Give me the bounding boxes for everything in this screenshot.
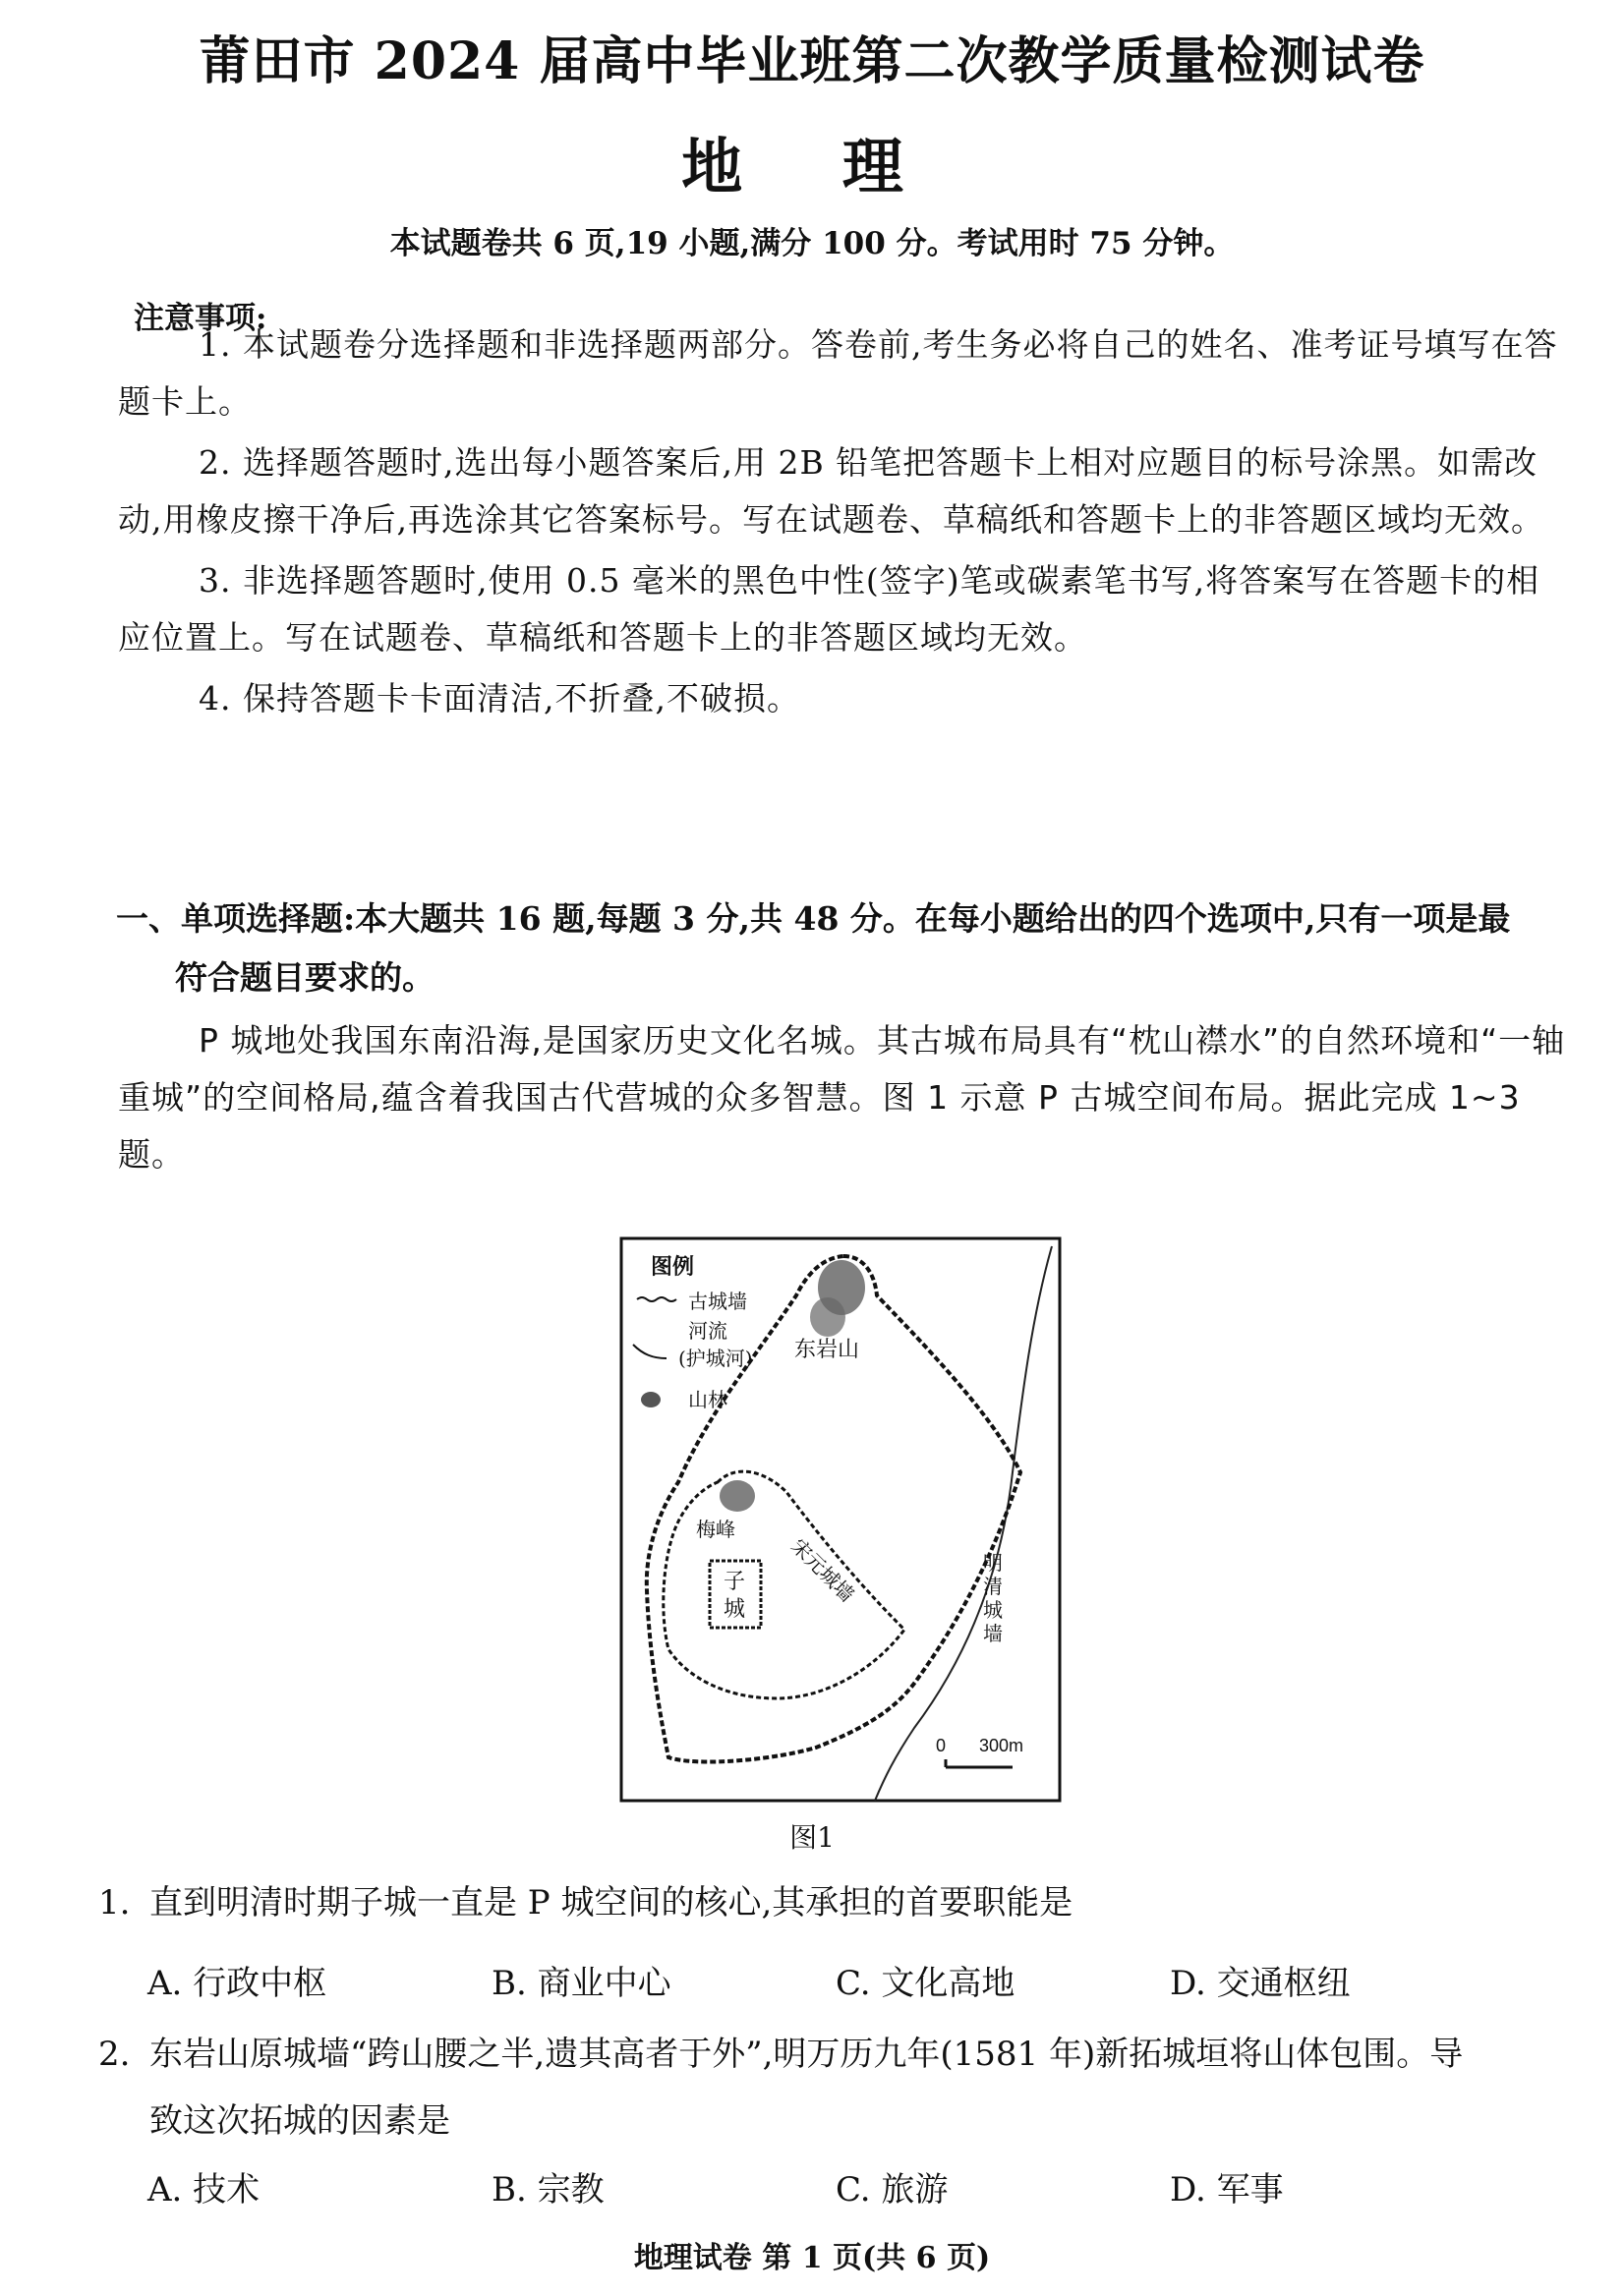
option-a: A. 技术 xyxy=(147,2170,261,2210)
notice-item: 1. 本试题卷分选择题和非选择题两部分。答卷前,考生务必将自己的姓名、准考证号填写在答题卡上。 xyxy=(118,325,1558,421)
section-heading-line1: 一、单项选择题:本大题共 16 题,每题 3 分,共 48 分。在每小题给出的四个选项中,只有一项是最 xyxy=(116,899,1511,938)
notice-item: 4. 保持答题卡卡面清洁,不折叠,不破损。 xyxy=(199,679,800,718)
scale-zero: 0 xyxy=(936,1736,947,1755)
legend-wall-label: 古城墙 xyxy=(688,1290,747,1313)
question-stem: P 城地处我国东南沿海,是国家历史文化名城。其古城布局具有“枕山襟水”的自然环境和“一轴重城”的空间格局,蕴含着我国古代营城的众多智慧。图 1 示意 P 古城空间布局。据此完成 1~3 题。 xyxy=(118,1021,1566,1174)
scale-distance: 300m xyxy=(979,1736,1024,1755)
option-d: D. 交通枢纽 xyxy=(1170,1964,1351,2003)
option-d: D. 军事 xyxy=(1170,2170,1284,2210)
option-c: C. 旅游 xyxy=(836,2170,949,2210)
exam-title: 莆田市 2024 届高中毕业班第二次教学质量检测试卷 xyxy=(199,31,1425,91)
label-song-yuan: 宋元城墙 xyxy=(786,1533,859,1607)
notice-item: 2. 选择题答题时,选出每小题答案后,用 2B 铅笔把答题卡上相对应题目的标号涂黑。如需改动,用橡皮擦干净后,再选涂其它答案标号。写在试题卷、草稿纸和答题卡上的非答题区域均无效。 xyxy=(118,443,1544,539)
legend-title: 图例 xyxy=(651,1254,695,1280)
notice-list xyxy=(118,316,1573,731)
question-number: 2. xyxy=(98,2035,131,2074)
option-b: B. 商业中心 xyxy=(492,1964,671,2003)
question-number: 1. xyxy=(98,1883,131,1923)
question-2-line2 xyxy=(149,2094,1624,2142)
label-meifeng: 梅峰 xyxy=(696,1518,735,1541)
question-text: 东岩山原城墙“跨山腰之半,遗其高者于外”,明万历九年(1581 年)新拓城垣将山体包围。导 xyxy=(149,2035,1464,2074)
figure-caption: 图1 xyxy=(789,1821,835,1854)
section-heading-line2: 符合题目要求的。 xyxy=(175,958,435,997)
notice-item: 3. 非选择题答题时,使用 0.5 毫米的黑色中性(签字)笔或碳素笔书写,将答案写在答题卡的相应位置上。写在试题卷、草稿纸和答题卡上的非答题区域均无效。 xyxy=(118,561,1540,657)
question-2 xyxy=(98,2027,1612,2075)
subject-title: 地 理 xyxy=(681,131,943,202)
page-footer: 地理试卷 第 1 页(共 6 页) xyxy=(633,2241,991,2275)
exam-info: 本试题卷共 6 页,19 小题,满分 100 分。考试用时 75 分钟。 xyxy=(389,226,1235,261)
legend-wall-symbol xyxy=(637,1297,676,1301)
legend-river-label: 河流 xyxy=(688,1319,727,1343)
label-zicheng: 子城 xyxy=(724,1570,746,1622)
map-legend xyxy=(633,1297,676,1407)
question-text-2: 致这次拓城的因素是 xyxy=(149,2101,450,2141)
notice-heading: 注意事项: xyxy=(134,301,267,336)
section-heading xyxy=(116,890,1581,1007)
song-yuan-wall xyxy=(664,1471,904,1698)
legend-forest-symbol xyxy=(641,1392,661,1407)
legend-river-symbol xyxy=(633,1345,667,1358)
map-svg xyxy=(619,1236,1062,1807)
question-1 xyxy=(98,1875,1612,1923)
legend-forest-label: 山林 xyxy=(688,1388,727,1411)
legend-river-label-2: (护城河) xyxy=(678,1347,753,1370)
question-text: 直到明清时期子城一直是 P 城空间的核心,其承担的首要职能是 xyxy=(149,1883,1073,1923)
meifeng-forest xyxy=(720,1480,755,1512)
option-b: B. 宗教 xyxy=(492,2170,605,2210)
river-line xyxy=(875,1246,1052,1801)
option-a: A. 行政中枢 xyxy=(147,1964,327,2003)
option-c: C. 文化高地 xyxy=(836,1964,1015,2003)
label-dongyan: 东岩山 xyxy=(794,1338,860,1362)
dongyan-forest-2 xyxy=(810,1297,845,1337)
label-ming-qing: 明清城墙 xyxy=(983,1551,1003,1645)
city-layout-map xyxy=(619,1236,1062,1807)
